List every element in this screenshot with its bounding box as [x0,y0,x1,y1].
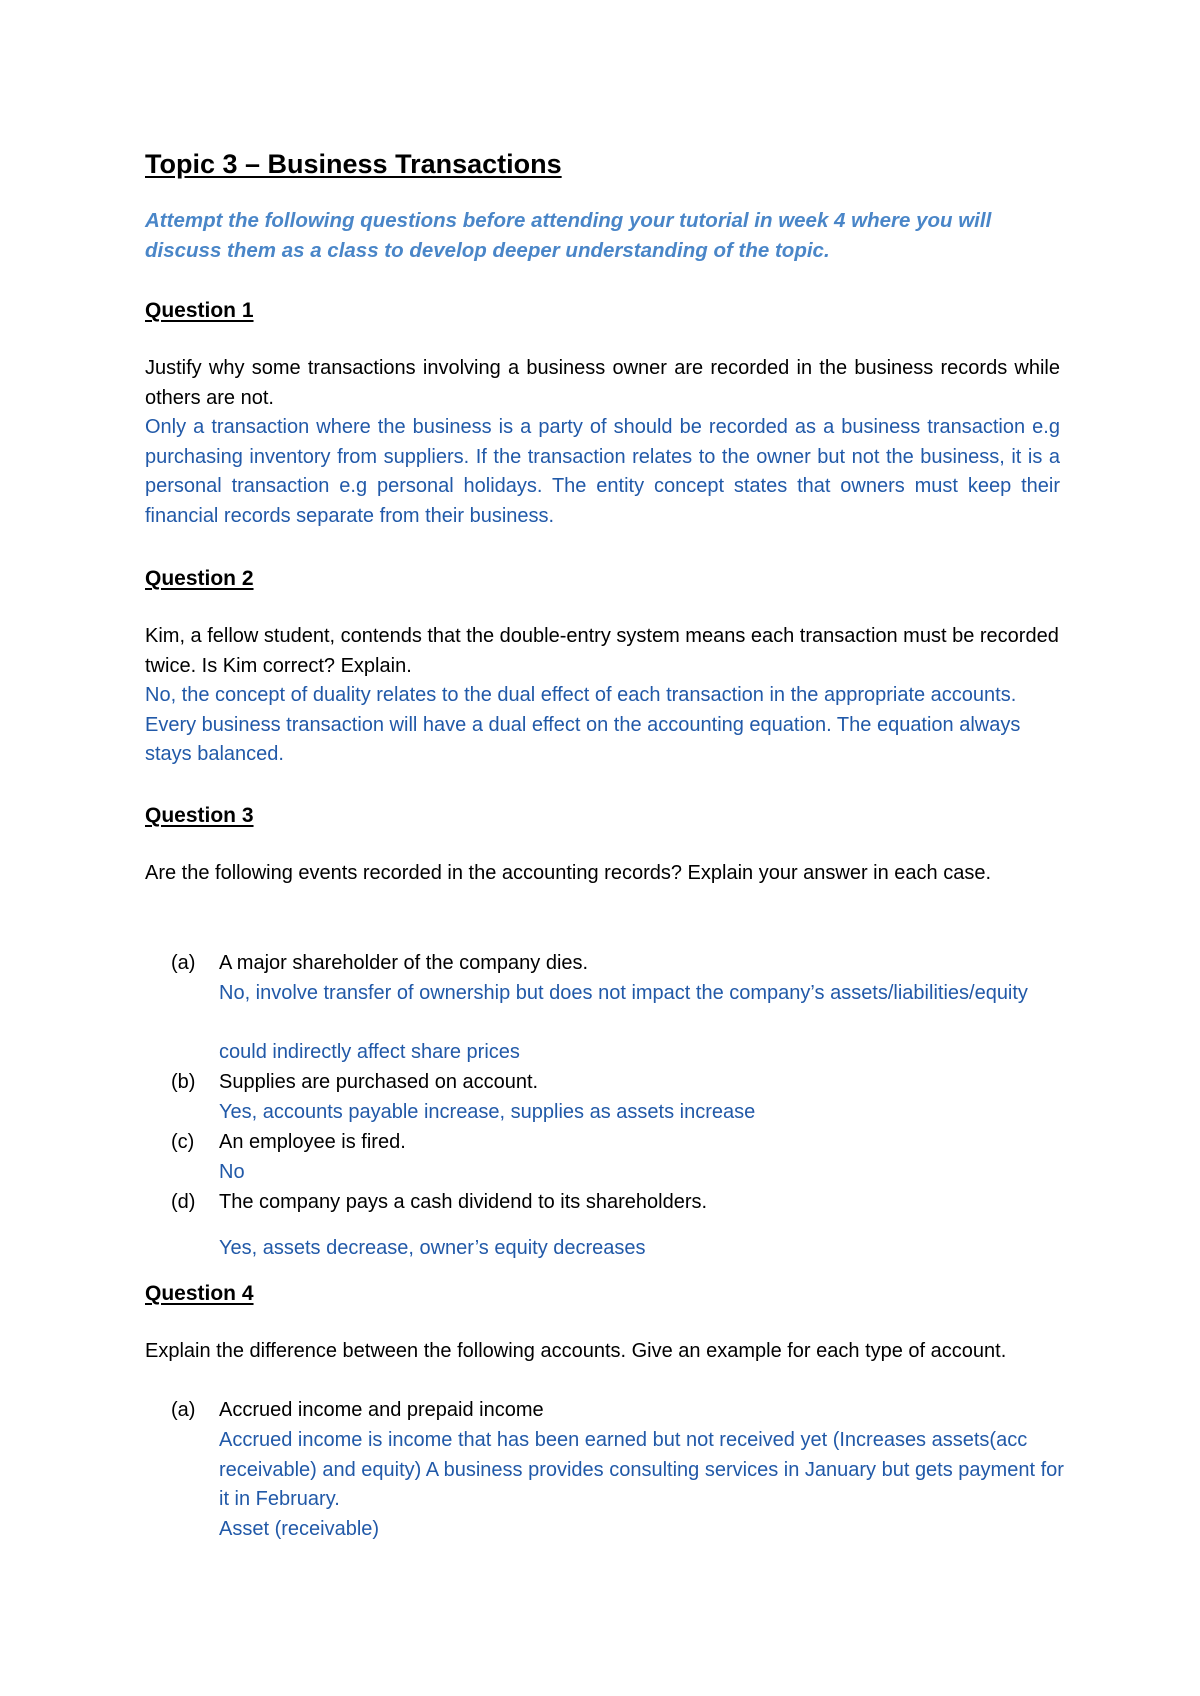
q3-item-c [171,1128,1051,1158]
question-1-answer: Only a transaction where the business is a party of should be recorded as a business transaction e.g purchasing inventory from suppliers. If the transaction relates to the owner but not the business, it is a personal transaction e.g personal holidays. The entity concept states that owners must keep their financial records separate from their business. [145,416,1060,527]
q3-item-d-text: The company pays a cash dividend to its shareholders. [219,1191,708,1213]
q4-item-a [171,1396,1051,1426]
question-3-heading: Question 3 [145,804,254,827]
q4-item-a-answer-2: Asset (receivable) [219,1518,380,1540]
page-title: Topic 3 – Business Transactions [145,149,562,179]
question-2-answer: No, the concept of duality relates to the dual effect of each transaction in the appropriate accounts. Every business transaction will have a dual effect on the accounting equation. The equation always stays balanced. [145,684,1021,765]
question-1-heading: Question 1 [145,299,254,322]
q3-item-a-label: (a) [171,952,196,974]
q3-item-a-answer-2: could indirectly affect share prices [219,1041,520,1063]
q3-item-b-label: (b) [171,1071,196,1093]
q3-item-b [171,1068,1051,1098]
q3-item-c-text: An employee is fired. [219,1131,406,1153]
question-1-text: Justify why some transactions involving a business owner are recorded in the business records while others are not. [145,357,1060,409]
intro-instructions: Attempt the following questions before attending your tutorial in week 4 where you will discuss them as a class to develop deeper understanding of the topic. [145,209,992,262]
question-4-heading: Question 4 [145,1282,254,1305]
question-4-text: Explain the difference between the following accounts. Give an example for each type of account. [145,1340,1007,1362]
q3-item-a [171,949,1051,979]
q3-item-a-text: A major shareholder of the company dies. [219,952,589,974]
q3-item-c-label: (c) [171,1131,195,1153]
question-2-heading: Question 2 [145,567,254,590]
q3-item-d-answer: Yes, assets decrease, owner’s equity decreases [219,1237,646,1259]
q3-item-b-answer: Yes, accounts payable increase, supplies as assets increase [219,1101,756,1123]
q4-item-a-text: Accrued income and prepaid income [219,1399,544,1421]
q3-item-b-text: Supplies are purchased on account. [219,1071,539,1093]
q3-item-d [171,1188,1051,1218]
q3-item-d-label: (d) [171,1191,196,1213]
q4-item-a-answer-1: Accrued income is income that has been earned but not received yet (Increases assets(acc receivable) and equity) A business provides consulting services in January but gets payment for it in February. [219,1429,1064,1510]
q4-item-a-label: (a) [171,1399,196,1421]
question-2-text: Kim, a fellow student, contends that the double-entry system means each transaction must be recorded twice. Is Kim correct? Explain. [145,625,1059,677]
question-3-text: Are the following events recorded in the accounting records? Explain your answer in each case. [145,862,992,884]
q3-item-a-answer-1: No, involve transfer of ownership but does not impact the company’s assets/liabilities/equity [219,982,1028,1004]
q3-item-c-answer: No [219,1161,245,1183]
